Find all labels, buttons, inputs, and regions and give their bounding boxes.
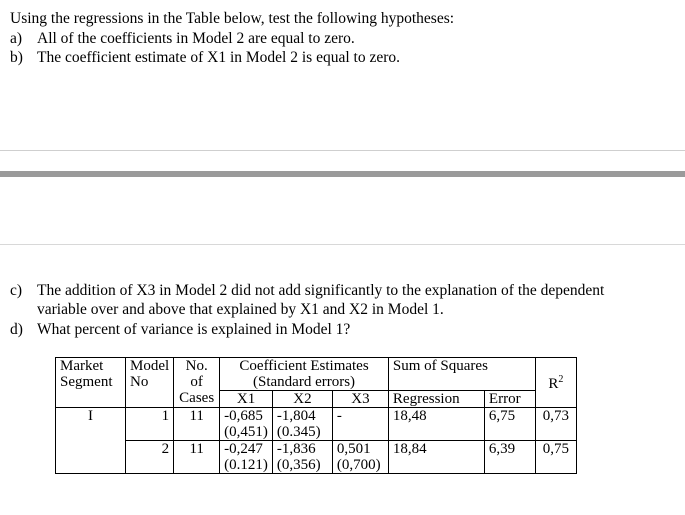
error-cell: 6,75 <box>484 408 535 441</box>
question-c <box>10 282 605 299</box>
header-x1: X1 <box>220 391 273 408</box>
r2-cell: 0,75 <box>535 441 576 474</box>
header-model-no: Model No <box>126 358 174 408</box>
cases-cell: 11 <box>174 408 220 441</box>
question-b-text: The coefficient estimate of X1 in Model 2 is equal to zero. <box>37 49 400 66</box>
header-sum-of-squares: Sum of Squares <box>388 358 535 391</box>
question-c-label: c) <box>10 282 23 299</box>
segment-cell: I <box>56 408 126 474</box>
header-coefficient-estimates: Coefficient Estimates (Standard errors) <box>220 358 389 391</box>
table-row <box>56 408 577 441</box>
question-b <box>10 49 400 66</box>
question-a-label: a) <box>10 30 23 47</box>
question-a <box>10 30 355 47</box>
error-cell: 6,39 <box>484 441 535 474</box>
question-b-label: b) <box>10 49 23 66</box>
question-c-continuation: variable over and above that explained by X1 and X2 in Model 1. <box>37 301 444 318</box>
header-market-segment: Market Segment <box>56 358 126 408</box>
x1-cell: -0,685 (0,451) <box>220 408 273 441</box>
x3-cell: 0,501 (0,700) <box>332 441 388 474</box>
regression-cell: 18,84 <box>388 441 484 474</box>
header-x3: X3 <box>332 391 388 408</box>
question-d <box>10 321 351 338</box>
x1-cell: -0,247 (0.121) <box>220 441 273 474</box>
x2-cell: -1,804 (0.345) <box>272 408 332 441</box>
regression-table <box>55 357 577 474</box>
question-top-section <box>0 0 685 151</box>
question-c-text: The addition of X3 in Model 2 did not add significantly to the explanation of the dependent <box>37 282 605 299</box>
question-a-text: All of the coefficients in Model 2 are equal to zero. <box>37 30 355 47</box>
regression-cell: 18,48 <box>388 408 484 441</box>
header-r-squared: $R^2$ <box>535 358 576 408</box>
separator-bar <box>0 171 685 177</box>
header-regression: Regression <box>388 391 484 408</box>
header-no-of-cases: No. of Cases <box>174 358 220 408</box>
intro-text: Using the regressions in the Table below, test the following hypotheses: <box>10 10 455 27</box>
question-d-label: d) <box>10 321 23 338</box>
question-d-text: What percent of variance is explained in Model 1? <box>37 321 351 338</box>
table-header-row-1 <box>56 358 577 391</box>
model-cell: 1 <box>126 408 174 441</box>
header-x2: X2 <box>272 391 332 408</box>
x2-cell: -1,836 (0,356) <box>272 441 332 474</box>
header-error: Error <box>484 391 535 408</box>
r2-cell: 0,73 <box>535 408 576 441</box>
x3-cell: - <box>332 408 388 441</box>
cases-cell: 11 <box>174 441 220 474</box>
model-cell: 2 <box>126 441 174 474</box>
divider-line <box>0 244 685 245</box>
table-row <box>56 441 577 474</box>
